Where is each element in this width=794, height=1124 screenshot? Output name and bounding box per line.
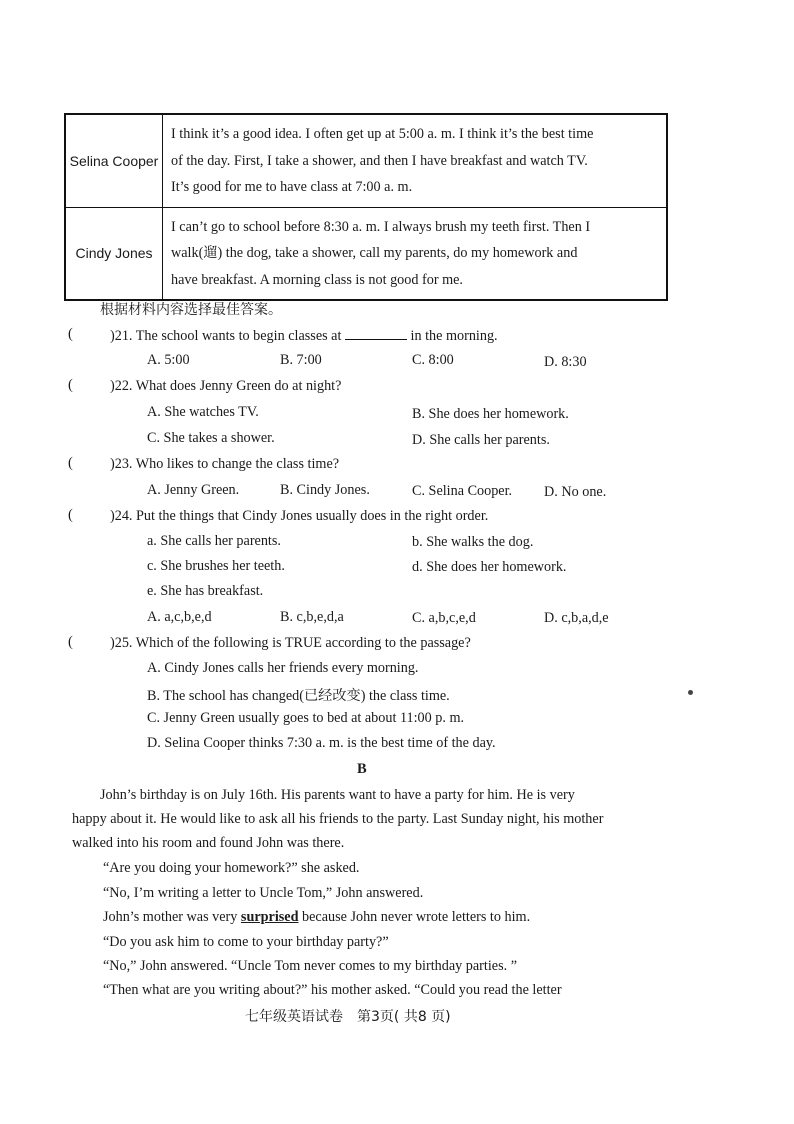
table-row: [65, 114, 667, 207]
question-stem: )21. The school wants to begin classes at: [110, 328, 342, 344]
opinion-line: of the day. First, I take a shower, and then I have breakfast and watch TV.: [171, 152, 588, 169]
passage-line: happy about it. He would like to ask all his friends to the party. Last Sunday night, his mother: [72, 811, 604, 827]
answer-paren: (: [68, 507, 73, 523]
section-heading: B: [357, 761, 367, 777]
option-c: C. Jenny Green usually goes to bed at about 11:00 p. m.: [147, 710, 465, 726]
instruction: 根据材料内容选择最佳答案。: [100, 302, 282, 318]
option-d: D. c,b,a,d,e: [544, 610, 609, 626]
passage-line: walked into his room and found John was there.: [72, 835, 345, 851]
option-b: B. 7:00: [280, 352, 322, 368]
option-d: D. 8:30: [544, 354, 587, 370]
option-d: D. She calls her parents.: [412, 432, 550, 448]
answer-paren: (: [68, 455, 73, 471]
option-c: C. 8:00: [412, 352, 454, 368]
opinion-table: [64, 113, 668, 301]
option-d: D. Selina Cooper thinks 7:30 a. m. is the best time of the day.: [147, 735, 496, 751]
passage-line: [103, 909, 530, 926]
page-footer: 七年级英语试卷 第3页( 共8 页): [245, 1009, 451, 1025]
option-c: C. She takes a shower.: [147, 430, 275, 446]
answer-paren: (: [68, 634, 73, 650]
passage-line: “No, I’m writing a letter to Uncle Tom,” John answered.: [103, 885, 424, 901]
option-a: A. She watches TV.: [147, 404, 259, 420]
opinion-line: walk(遛) the dog, take a shower, call my parents, do my homework and: [171, 245, 578, 261]
passage-line: “Do you ask him to come to your birthday party?”: [103, 934, 389, 950]
person-name: Cindy Jones: [65, 207, 163, 300]
option-a: A. a,c,b,e,d: [147, 609, 212, 625]
option-a: A. 5:00: [147, 352, 190, 368]
question-24: )24. Put the things that Cindy Jones usually does in the right order.: [110, 508, 489, 524]
person-opinion: [163, 114, 668, 207]
table-row: [65, 207, 667, 300]
option-b: B. She does her homework.: [412, 406, 569, 422]
passage-line: John’s birthday is on July 16th. His parents want to have a party for him. He is very: [100, 787, 575, 803]
order-item: c. She brushes her teeth.: [147, 558, 285, 574]
passage-line: “No,” John answered. “Uncle Tom never comes to my birthday parties. ”: [103, 958, 517, 974]
question-23: )23. Who likes to change the class time?: [110, 456, 340, 472]
question-25: )25. Which of the following is TRUE according to the passage?: [110, 635, 471, 651]
opinion-line: It’s good for me to have class at 7:00 a. m.: [171, 179, 413, 195]
question-21: [110, 327, 498, 345]
question-22: )22. What does Jenny Green do at night?: [110, 378, 342, 394]
passage-text: because John never wrote letters to him.: [302, 909, 531, 925]
scan-speck: [688, 690, 693, 695]
answer-paren: (: [68, 326, 73, 342]
opinion-line: I can’t go to school before 8:30 a. m. I always brush my teeth first. Then I: [171, 218, 591, 235]
option-b: B. c,b,e,d,a: [280, 609, 344, 625]
order-item: a. She calls her parents.: [147, 533, 281, 549]
opinion-line: I think it’s a good idea. I often get up at 5:00 a. m. I think it’s the best time: [171, 126, 594, 142]
order-item: d. She does her homework.: [412, 559, 567, 575]
passage-line: “Are you doing your homework?” she asked.: [103, 860, 360, 876]
answer-paren: (: [68, 377, 73, 393]
order-item: e. She has breakfast.: [147, 583, 264, 599]
answer-blank[interactable]: [345, 327, 407, 340]
option-d: D. No one.: [544, 484, 607, 500]
person-opinion: [163, 207, 668, 300]
passage-line: “Then what are you writing about?” his mother asked. “Could you read the letter: [103, 982, 562, 998]
highlighted-word: surprised: [240, 909, 299, 925]
option-b: B. Cindy Jones.: [280, 482, 370, 498]
option-a: A. Cindy Jones calls her friends every morning.: [147, 660, 419, 676]
question-stem: in the morning.: [410, 328, 498, 344]
option-c: C. a,b,c,e,d: [412, 610, 476, 626]
order-item: b. She walks the dog.: [412, 534, 534, 550]
passage-text: John’s mother was very: [103, 909, 238, 925]
opinion-line: have breakfast. A morning class is not good for me.: [171, 271, 463, 288]
person-name: Selina Cooper: [65, 114, 163, 207]
option-c: C. Selina Cooper.: [412, 483, 513, 499]
option-b: B. The school has changed(已经改变) the class time.: [147, 688, 450, 704]
option-a: A. Jenny Green.: [147, 482, 240, 498]
